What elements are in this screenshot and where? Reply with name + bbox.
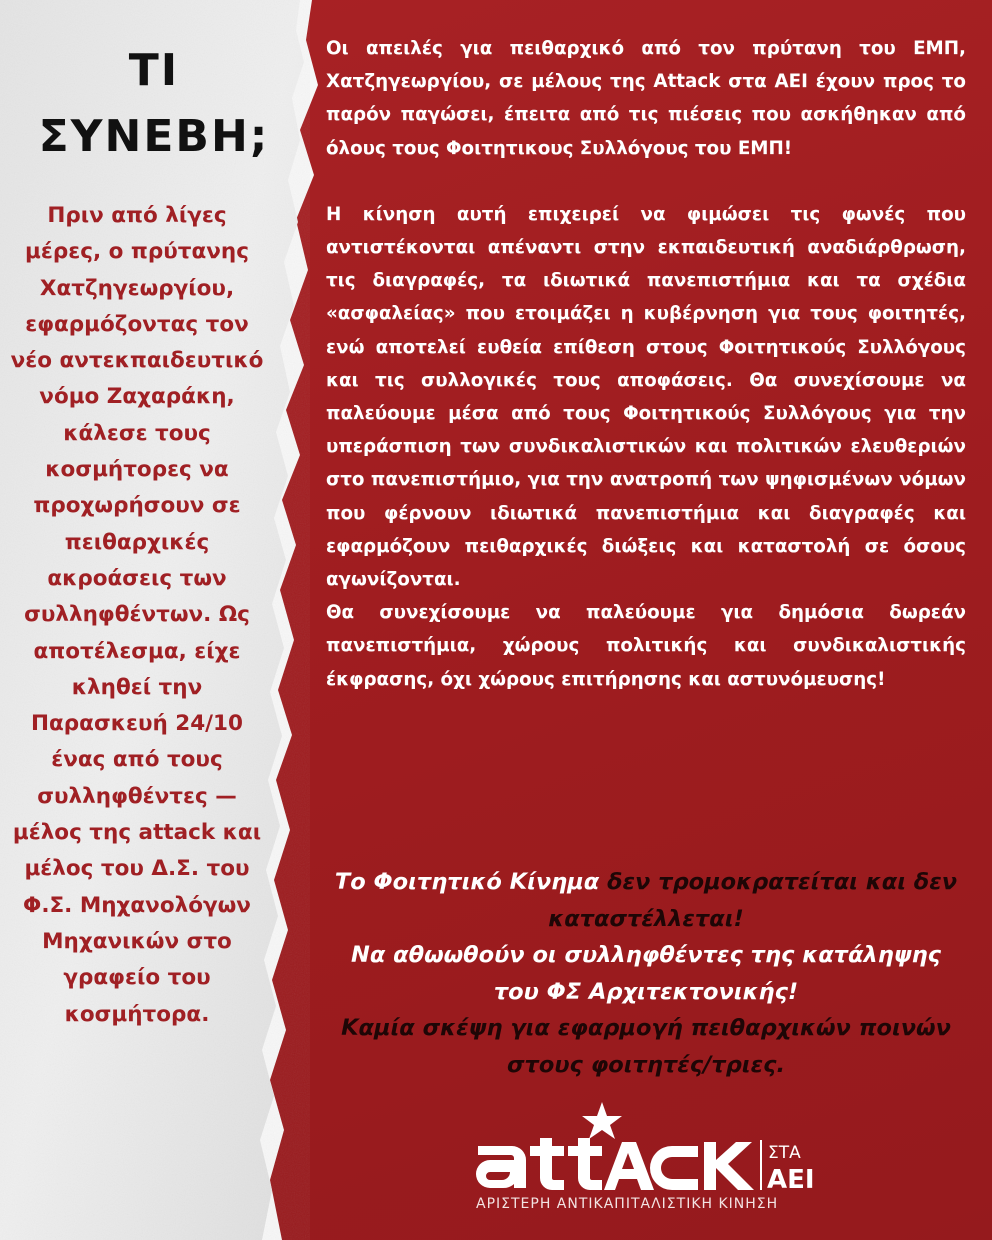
headline-line-1: ΤΙ xyxy=(128,45,180,96)
star-icon xyxy=(582,1102,622,1139)
logo-tagline: ΑΡΙΣΤΕΡΗ ΑΝΤΙΚΑΠΙΤΑΛΙΣΤΙΚΗ ΚΙΝΗΣΗ xyxy=(476,1196,779,1212)
slogan-1 xyxy=(326,864,966,937)
headline-line-2: ΣΥΝΕΒΗ; xyxy=(38,111,270,162)
slogan-2: Να αθωωθούν οι συλληφθέντες της κατάληψης του ΦΣ Αρχιτεκτονικής! xyxy=(351,942,941,1005)
slogans-block xyxy=(326,864,966,1083)
left-panel xyxy=(0,0,300,1240)
statement-body xyxy=(326,32,966,696)
slogan-1-white: Το Φοιτητικό Κίνημα xyxy=(334,869,600,895)
logo-sub-bottom: ΑΕΙ xyxy=(767,1165,815,1195)
slogan-3: Καμία σκέψη για εφαρμογή πειθαρχικών ποινών στους φοιτητές/τριες. xyxy=(341,1015,951,1078)
logo-sub-top: ΣΤΑ xyxy=(768,1143,801,1163)
slogan-1-dark: δεν τρομοκρατείται και δεν καταστέλλεται! xyxy=(548,869,958,932)
event-description: Πριν από λίγες μέρες, ο πρύτανης Χατζηγεωργίου, εφαρμόζοντας τον νέο αντεκπαιδευτικό νόμο Ζαχαράκη, κάλεσε τους κοσμήτορες να προχωρήσουν σε πειθαρχικές ακροάσεις των συλληφθέντων. Ως αποτέλεσμα, είχε κληθεί την Παρασκευή 24/10 ένας από τους συλληφθέντες — μέλος της attack και μέλος του Δ.Σ. του Φ.Σ. Μηχανολόγων Μηχανικών στο γραφείο του κοσμήτορα. xyxy=(10,203,264,1027)
statement-paragraph-3: Θα συνεχίσουμε να παλεύουμε για δημόσια δωρεάν πανεπιστήμια, χώρους πολιτικής και συνδικαλιστικής έκφρασης, όχι χώρους επιτήρησης και αστυνόμευσης! xyxy=(326,602,966,690)
statement-paragraph-2: Η κίνηση αυτή επιχειρεί να φιμώσει τις φωνές που αντιστέκονται απέναντι στην εκπαιδευτική αναδιάρθρωση, τις διαγραφές, τα ιδιωτικά πανεπιστήμια και τα σχέδια «ασφαλείας» που ετοιμάζει η κυβέρνηση για τους φοιτητές, ενώ αποτελεί ευθεία επίθεση στους Φοιτητικούς Συλλόγους και τις συλλογικές τους αποφάσεις. Θα συνεχίσουμε να παλεύουμε μέσα από τους Φοιτητικούς Συλλόγους για την υπεράσπιση των συνδικαλιστικών και πολιτικών ελευθεριών στο πανεπιστήμιο, για την ανατροπή των ψηφισμένων νόμων που φέρνουν ιδιωτικά πανεπιστήμια και διαγραφές και εφαρμόζουν πειθαρχικές διώξεις και καταστολή σε όσους αγωνίζονται. xyxy=(326,203,966,591)
statement-paragraph-1: Οι απειλές για πειθαρχικό από τον πρύτανη του ΕΜΠ, Χατζηγεωργίου, σε μέλους της Attack στα ΑΕΙ έχουν προς το παρόν παγώσει, έπειτα από τις πιέσεις που ασκήθηκαν από όλους τους Φοιτητικους Συλλόγους του ΕΜΠ! xyxy=(326,38,966,159)
